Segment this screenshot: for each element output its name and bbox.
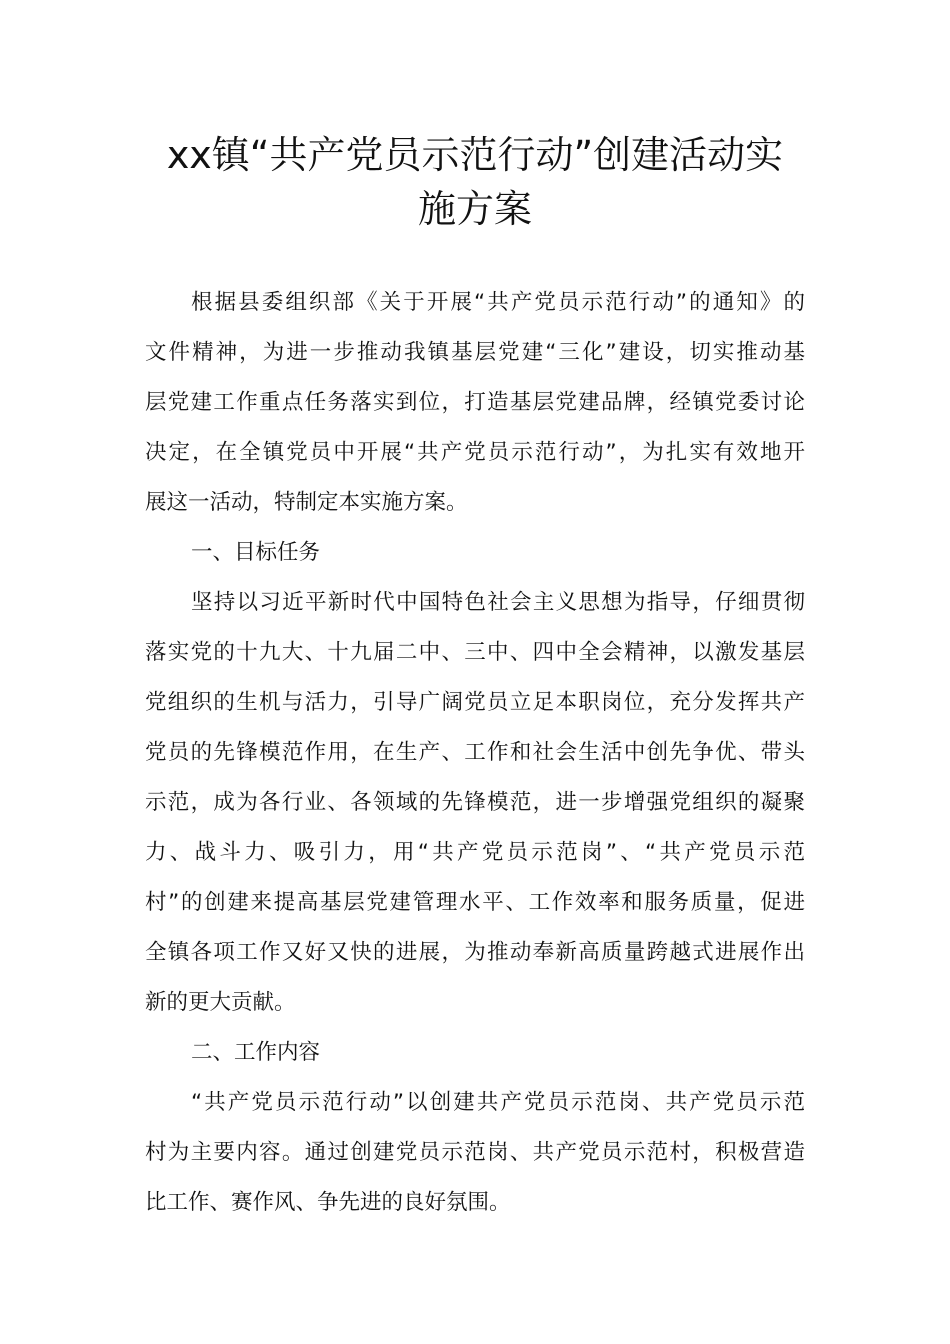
paragraph-line: 文件精神，为进一步推动我镇基层党建“三化”建设，切实推动基 <box>145 340 805 365</box>
paragraph-line: 党员的先锋模范作用，在生产、工作和社会生活中创先争优、带头 <box>145 740 805 765</box>
section2-paragraph <box>145 1078 805 1228</box>
paragraph-line: 落实党的十九大、十九届二中、三中、四中全会精神，以激发基层 <box>145 640 805 665</box>
document-title <box>100 128 850 236</box>
section-heading: 二、工作内容 <box>191 1040 321 1065</box>
section1-paragraph <box>145 578 805 1028</box>
document-body <box>145 278 805 1228</box>
title-line: 施方案 <box>417 187 532 231</box>
paragraph-line: 新的更大贡献。 <box>145 990 296 1015</box>
paragraph-line: 党组织的生机与活力，引导广阔党员立足本职岗位，充分发挥共产 <box>145 690 805 715</box>
section-heading: 一、目标任务 <box>191 540 321 565</box>
paragraph-line: 根据县委组织部《关于开展“共产党员示范行动”的通知》的 <box>191 290 805 315</box>
paragraph-line: 力、战斗力、吸引力，用“共产党员示范岗”、“共产党员示范 <box>145 840 805 865</box>
paragraph-line: 村为主要内容。通过创建党员示范岗、共产党员示范村，积极营造 <box>145 1140 805 1165</box>
paragraph-line: 比工作、赛作风、争先进的良好氛围。 <box>145 1190 511 1215</box>
paragraph-line: 坚持以习近平新时代中国特色社会主义思想为指导，仔细贯彻 <box>191 590 805 615</box>
paragraph-line: 全镇各项工作又好又快的进展，为推动奉新高质量跨越式进展作出 <box>145 940 805 965</box>
paragraph-line: 展这一活动，特制定本实施方案。 <box>145 490 468 515</box>
paragraph-line: 层党建工作重点任务落实到位，打造基层党建品牌，经镇党委讨论 <box>145 390 805 415</box>
paragraph-line: 决定，在全镇党员中开展“共产党员示范行动”，为扎实有效地开 <box>145 440 805 465</box>
intro-paragraph <box>145 278 805 528</box>
title-line: xx镇“共产党员示范行动”创建活动实 <box>166 133 784 177</box>
paragraph-line: “共产党员示范行动”以创建共产党员示范岗、共产党员示范 <box>191 1090 805 1115</box>
paragraph-line: 村”的创建来提高基层党建管理水平、工作效率和服务质量，促进 <box>145 890 805 915</box>
paragraph-line: 示范，成为各行业、各领域的先锋模范，进一步增强党组织的凝聚 <box>145 790 805 815</box>
